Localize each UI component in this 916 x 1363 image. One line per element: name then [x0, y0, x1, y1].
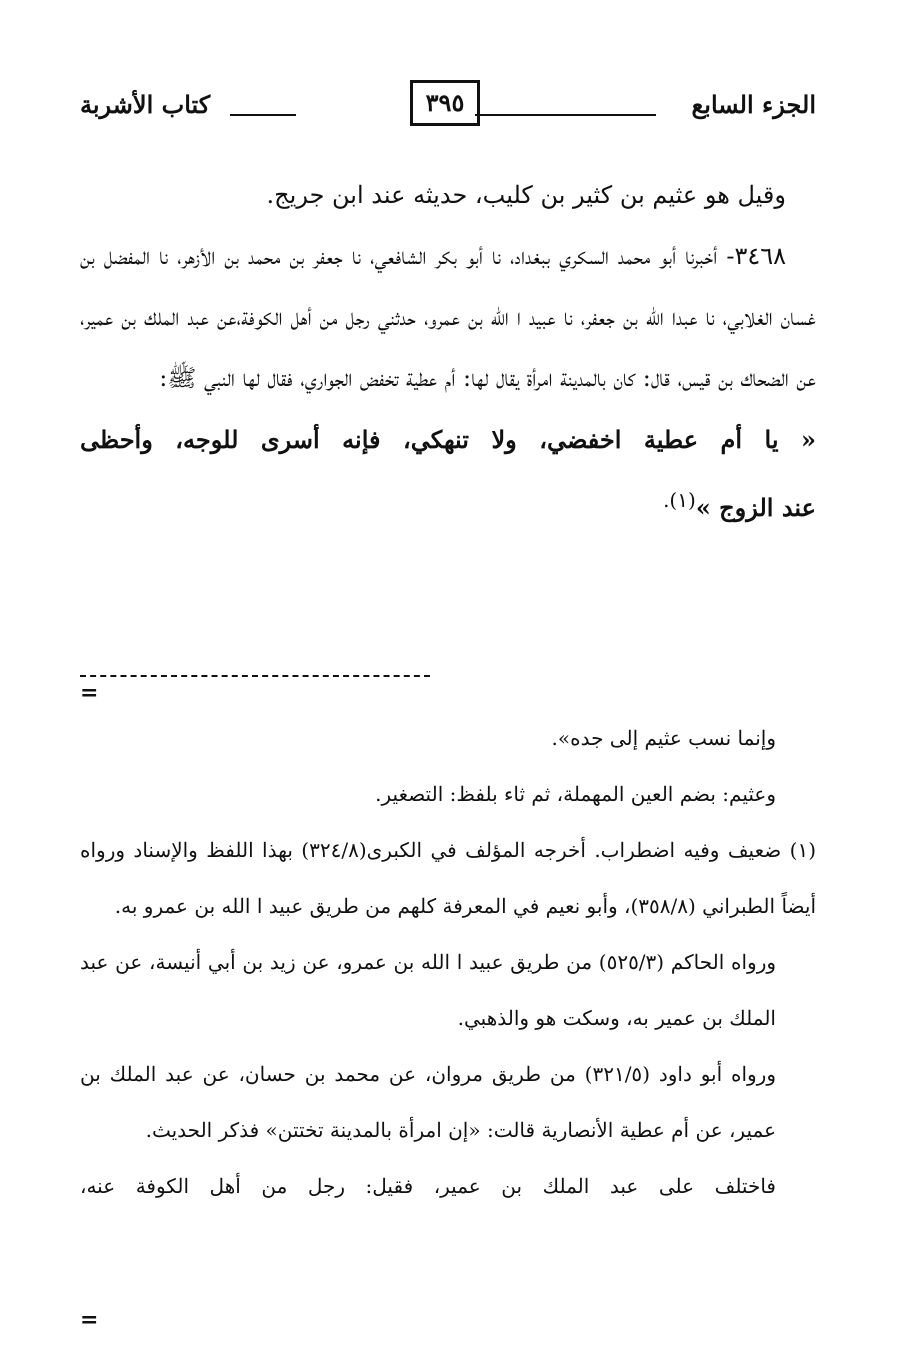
footnote-continued-1: وإنما نسب عثيم إلى جده».: [551, 726, 776, 750]
page-header: [80, 70, 816, 150]
volume-title: الجزء السابع: [691, 90, 816, 119]
footnote-1-para-3: ورواه أبو داود (٣٢١/٥) من طريق مروان، عن محمد بن حسان، عن عبد الملك بن عمير، عن أم عطية الأنصارية قالت: «إن امرأة بالمدينة تختتن» فذكر الحديث.: [80, 1062, 777, 1142]
footnote-ref: (١).: [663, 488, 696, 512]
footnotes: [80, 710, 816, 1214]
header-rule-left: [230, 114, 296, 116]
footnote-1-para-2: ورواه الحاكم (٥٢٥/٣) من طريق عبيد ا الله بن عمرو، عن زيد بن أبي أنيسة، عن عبد الملك بن عمير به، وسكت هو والذهبي.: [80, 950, 777, 1030]
book-title: كتاب الأشربة: [80, 90, 211, 119]
main-text: [80, 165, 816, 539]
quote-end-text: عند الزوج »: [695, 493, 816, 522]
header-rule-right: [475, 114, 656, 116]
footnote-1: (١) ضعيف وفيه اضطراب. أخرجه المؤلف في الكبرى(٣٢٤/٨) بهذا اللفظ والإسناد ورواه أيضاً الطبراني (٣٥٨/٨)، وأبو نعيم في المعرفة كلهم من طريق عبيد ا الله بن عمرو به.: [80, 838, 816, 918]
hadith-paragraph: ٣٤٦٨- أخبرنا أبو محمد السكري ببغداد، نا أبو بكر الشافعي، نا جعفر بن محمد بن الأزهر، نا المفضل بن غسان الغلابي، نا عبدا الله بن جعفر، نا عبيد ا الله بن عمرو، حدثني رجل من أهل الكوفة،عن عبد الملك بن عمير، عن الضحاك بن قيس، قال: كان بالمدينة امرأة يقال لها: أم عطية تخفض الجواري، فقال لها النبي ﷺ:: [80, 242, 816, 392]
hadith-quote-end: [80, 470, 816, 539]
footnote-1-para-4: فاختلف على عبد الملك بن عمير، فقيل: رجل من أهل الكوفة عنه،: [80, 1174, 776, 1198]
continuation-mark-top: =: [80, 680, 99, 706]
book-page: [80, 70, 816, 1343]
footnote-separator: [80, 675, 430, 677]
footnote-continued-2: وعثيم: بضم العين المهملة، ثم ثاء بلفظ: التصغير.: [375, 782, 776, 806]
hadith-quote: « يا أم عطية اخفضي، ولا تنهكي، فإنه أسرى للوجه، وأحظى: [80, 425, 816, 454]
page-number: ٣٩٥: [410, 80, 480, 126]
continuation-mark-bottom: =: [80, 1307, 99, 1333]
main-line-1: وقيل هو عثيم بن كثير بن كليب، حديثه عند ابن جريج.: [266, 181, 786, 209]
